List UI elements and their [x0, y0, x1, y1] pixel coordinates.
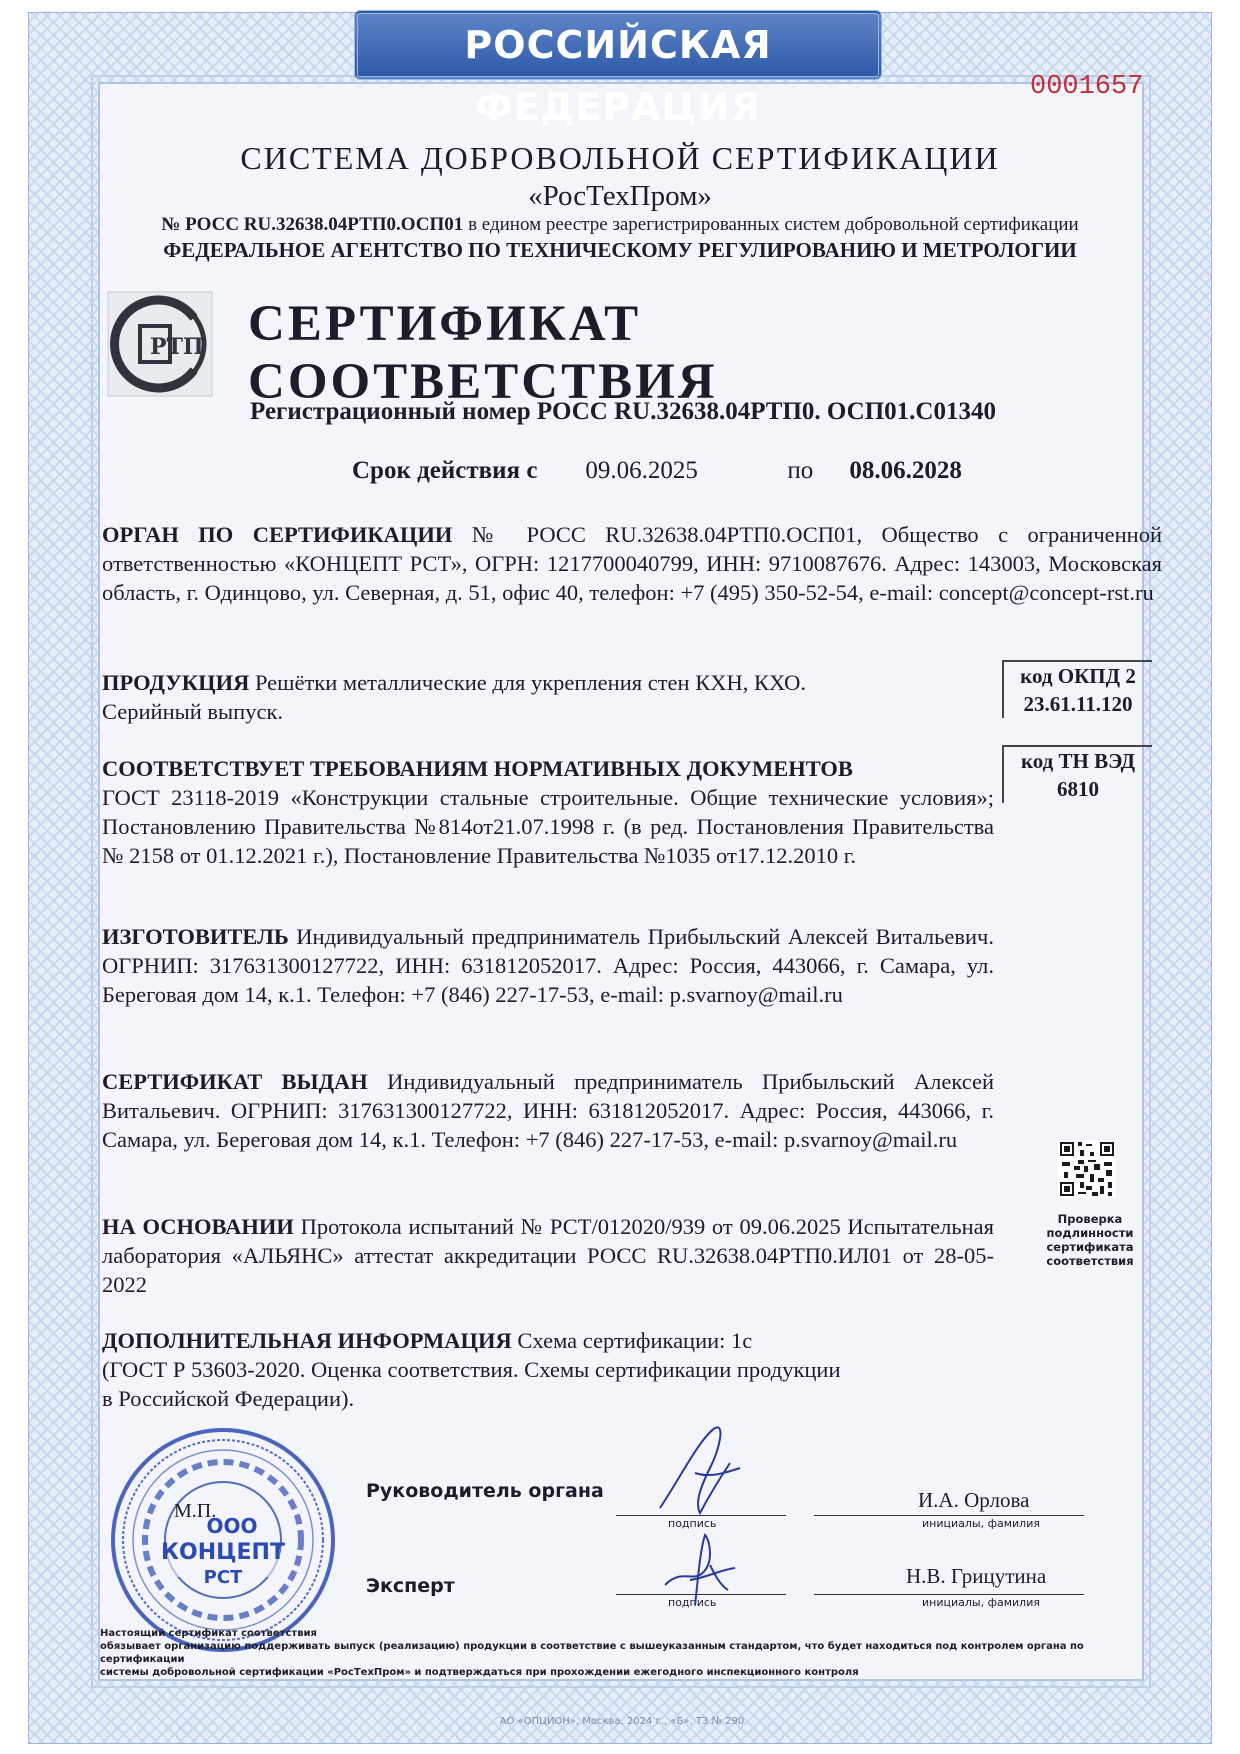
section-basis: [102, 1212, 994, 1299]
okpd-code-box: [1002, 660, 1152, 718]
valid-to: 08.06.2028: [849, 457, 962, 484]
section-text-2: Серийный выпуск.: [102, 699, 283, 724]
validity-label: Срок действия с: [352, 457, 538, 484]
section-text: Схема сертификации: 1с: [517, 1328, 753, 1353]
expert-signature-icon: [660, 1530, 750, 1610]
footer-line: системы добровольной сертификации «РосТехПром» и подтверждаться при прохождении ежегодного инспекционного контроля: [100, 1667, 859, 1678]
stamp-line-2: КОНЦЕПТ: [161, 1540, 285, 1565]
section-certification-body: [102, 520, 1162, 607]
qr-code-icon[interactable]: [1058, 1140, 1116, 1198]
section-label: СЕРТИФИКАТ ВЫДАН: [102, 1069, 368, 1094]
okpd-code-value: 23.61.11.120: [1023, 692, 1133, 716]
section-additional: [102, 1326, 982, 1413]
section-label: ДОПОЛНИТЕЛЬНАЯ ИНФОРМАЦИЯ: [102, 1328, 512, 1353]
expert-name-line: [814, 1594, 1084, 1595]
system-name: «РосТехПром»: [528, 180, 712, 212]
footer-note: [100, 1627, 1160, 1679]
seal-place-label: М.П.: [174, 1500, 217, 1522]
head-signature-icon: [640, 1418, 760, 1528]
qr-caption-line: соответствия: [1046, 1254, 1134, 1268]
organization-stamp-icon: [108, 1425, 338, 1655]
section-label: СООТВЕТСТВУЕТ ТРЕБОВАНИЯМ НОРМАТИВНЫХ ДОКУМЕНТОВ: [102, 756, 853, 781]
valid-from: 09.06.2025: [585, 457, 698, 484]
section-label: ОРГАН ПО СЕРТИФИКАЦИИ: [102, 522, 453, 547]
system-title: СИСТЕМА ДОБРОВОЛЬНОЙ СЕРТИФИКАЦИИ: [240, 140, 1000, 176]
tnved-code-box: [1002, 745, 1152, 803]
expert-name-caption: инициалы, фамилия: [922, 1596, 1040, 1609]
serial-number: 0001657: [1030, 72, 1144, 102]
section-text: Индивидуальный предприниматель Прибыльский Алексей Витальевич. ОГРНИП: 317631300127722, ИНН: 631812052017. Адрес: Россия, 443066, г. Самара, ул. Береговая дом 14, к.1. Телефон: +7 (846) 227-17-53, e-mail: p.svarnoy@mail.ru: [102, 924, 995, 1007]
head-name-line: [814, 1515, 1084, 1516]
okpd-code-label: код ОКПД 2: [1020, 664, 1136, 688]
expert-role-label: Эксперт: [366, 1575, 455, 1597]
system-reg-text: в едином реестре зарегистрированных систем добровольной сертификации: [468, 214, 1079, 235]
printer-imprint: АО «ОПЦИОН», Москва, 2024 г., «Б», ТЗ № 290: [499, 1716, 745, 1727]
section-text: Индивидуальный предприниматель Прибыльский Алексей Витальевич. ОГРНИП: 317631300127722, ИНН: 631812052017. Адрес: Россия, 443066, г. Самара, ул. Береговая дом 14, к.1. Телефон: +7 (846) 227-17-53, e-mail: p.svarnoy@mail.ru: [102, 1069, 994, 1152]
section-manufacturer: [102, 922, 994, 1009]
section-text: ГОСТ 23118-2019 «Конструкции стальные строительные. Общие технические условия»; Постановлению Правительства №814от21.07.1998 г. (в ред. Постановления Правительства № 2158 от 01.12.2021 г.), Постановление Правительства №1035 от17.12.2010 г.: [102, 785, 994, 868]
section-text-3: в Российской Федерации).: [102, 1386, 355, 1411]
section-label: ИЗГОТОВИТЕЛЬ: [102, 924, 289, 949]
system-reg-number: № РОСС RU.32638.04РТП0.ОСП01: [161, 214, 464, 235]
head-name-caption: инициалы, фамилия: [922, 1517, 1040, 1530]
qr-caption-line: сертификата: [1046, 1240, 1134, 1254]
head-name: И.А. Орлова: [918, 1488, 1030, 1512]
section-conformity: [102, 754, 994, 870]
section-text: Решётки металлические для укрепления стен КХН, КХО.: [254, 670, 806, 695]
rtp-logo-icon: [106, 290, 214, 398]
expert-sign-caption: подпись: [668, 1596, 717, 1609]
stamp-line-1: ООО: [206, 1514, 258, 1538]
validity-period: [352, 457, 962, 485]
country-banner: РОССИЙСКАЯ ФЕДЕРАЦИЯ: [354, 10, 882, 80]
footer-line: Настоящий сертификат соответствия: [100, 1628, 317, 1639]
expert-name: Н.В. Грицутина: [906, 1564, 1047, 1588]
stamp-line-3: РСТ: [203, 1567, 243, 1588]
section-product: [102, 668, 982, 726]
system-registration: [90, 214, 1150, 236]
head-role-label: Руководитель органа: [366, 1480, 604, 1502]
section-text: Протокола испытаний № РСТ/012020/939 от 09.06.2025 Испытательная лаборатория «АЛЬЯНС» аттестат аккредитации РОСС RU.32638.04РТП0.ИЛ01 от 28-05-2022: [102, 1214, 995, 1297]
tnved-code-label: код ТН ВЭД: [1020, 749, 1136, 773]
validity-to-label: по: [787, 457, 814, 484]
agency-name: ФЕДЕРАЛЬНОЕ АГЕНТСТВО ПО ТЕХНИЧЕСКОМУ РЕГУЛИРОВАНИЮ И МЕТРОЛОГИИ: [163, 238, 1077, 262]
section-label: ПРОДУКЦИЯ: [102, 670, 250, 695]
section-text: № РОСС RU.32638.04РТП0.ОСП01, Общество с ограниченной ответственностью «КОНЦЕПТ РСТ», ОГРН: 1217700040799, ИНН: 9710087676. Адрес: 143003, Московская область, г. Одинцово, ул. Северная, д. 51, офис 40, телефон: +7 (495) 350-52-54, e-mail: concept@concept-rst.ru: [102, 522, 1162, 605]
section-text-2: (ГОСТ Р 53603-2020. Оценка соответствия. Схемы сертификации продукции: [102, 1357, 841, 1382]
certificate-title: СЕРТИФИКАТ СООТВЕТСТВИЯ: [248, 296, 718, 410]
registration-number: Регистрационный номер РОСС RU.32638.04РТП0. ОСП01.С01340: [250, 398, 996, 425]
section-issued-to: [102, 1067, 994, 1154]
qr-caption-line: подлинности: [1046, 1226, 1134, 1240]
qr-caption: [1025, 1212, 1155, 1268]
tnved-code-value: 6810: [1057, 777, 1099, 801]
section-label: НА ОСНОВАНИИ: [102, 1214, 294, 1239]
footer-line: обязывает организацию поддерживать выпуск (реализацию) продукции в соответствие с вышеуказанным стандартом, что будет находиться под контролем органа по сертификации: [100, 1641, 1084, 1665]
head-sign-caption: подпись: [668, 1517, 717, 1530]
qr-caption-line: Проверка: [1057, 1212, 1123, 1226]
logo-text: РТП: [150, 334, 204, 360]
